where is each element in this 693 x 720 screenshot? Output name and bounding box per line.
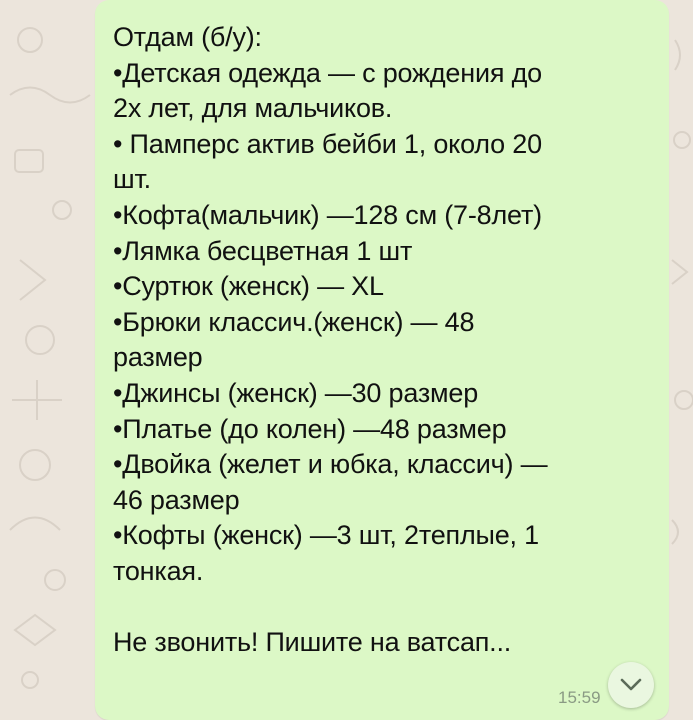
message-line: размер [113,342,203,373]
message-line: • Памперс актив бейби 1, около 20 [113,128,542,159]
message-blank-line [113,590,653,626]
message-line: •Кофты (женск) —3 шт, 2теплые, 1 [113,520,539,551]
message-text [113,20,653,661]
scroll-down-button[interactable] [608,662,654,708]
message-line: 2х лет, для мальчиков. [113,93,393,124]
message-line: •Джинсы (женск) —30 размер [113,377,479,408]
message-line: Не звонить! Пишите на ватсап... [113,627,512,658]
message-line: Отдам (б/у): [113,22,262,52]
message-line: 46 размер [113,484,240,515]
message-line: •Двойка (желет и юбка, классич) — [113,449,548,480]
message-line: •Лямка бесцветная 1 шт [113,235,413,266]
message-line: •Кофта(мальчик) —128 см (7-8лет) [113,199,542,230]
message-line: шт. [113,164,151,195]
message-line: тонкая. [113,555,204,586]
message-line: •Детская одежда — с рождения до [113,57,542,88]
message-line: •Брюки классич.(женск) — 48 [113,306,475,337]
message-timestamp: 15:59 [558,688,601,707]
chevron-down-icon [620,678,642,692]
message-line: •Суртюк (женск) — XL [113,271,384,302]
message-line: •Платье (до колен) —48 размер [113,413,507,444]
